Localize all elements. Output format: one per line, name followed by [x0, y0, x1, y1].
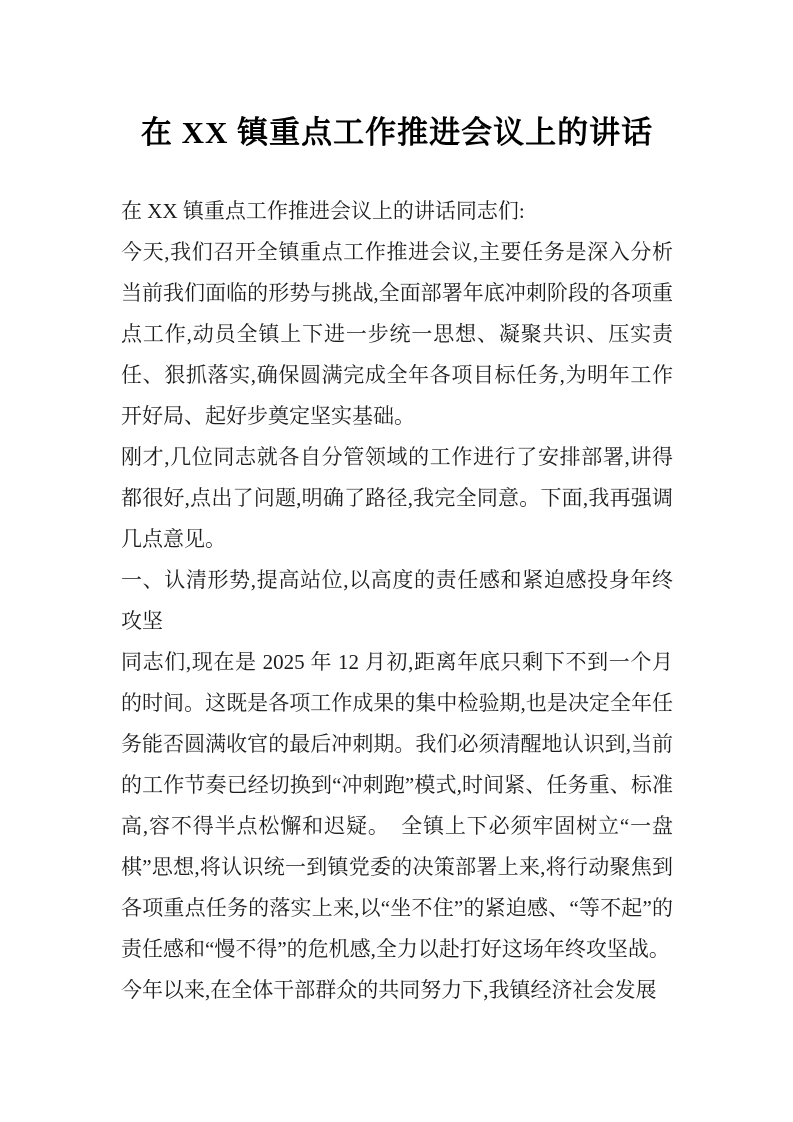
- paragraph-salutation: 在 XX 镇重点工作推进会议上的讲话同志们:: [121, 199, 525, 223]
- paragraph-opening: 今天,我们召开全镇重点工作推进会议,主要任务是深入分析当前我们面临的形势与挑战,全面部署年底冲刺阶段的各项重点工作,动员全镇上下进一步统一思想、凝聚共识、压实责任、狠抓落实,确保圆满完成全年各项目标任务,为明年工作开好局、起好步奠定坚实基础。: [121, 240, 673, 428]
- paragraph-progress-truncated: 今年以来,在全体干部群众的共同努力下,我镇经济社会发展: [121, 978, 657, 1002]
- document-title: 在 XX 镇重点工作推进会议上的讲话: [140, 115, 654, 150]
- paragraph-remarks: 刚才,几位同志就各自分管领域的工作进行了安排部署,讲得都很好,点出了问题,明确了路径,我完全同意。下面,我再强调几点意见。: [121, 445, 673, 551]
- paragraph-situation: 同志们,现在是 2025 年 12 月初,距离年底只剩下不到一个月的时间。这既是各项工作成果的集中检验期,也是决定全年任务能否圆满收官的最后冲刺期。我们必须清醒地认识到,当前的工作节奏已经切换到“冲刺跑”模式,时间紧、任务重、标准高,容不得半点松懈和迟疑。 全镇上下必须牢固树立“一盘棋”思想,将认识统一到镇党委的决策部署上来,将行动聚焦到各项重点任务的落实上来,以“坐不住”的紧迫感、“等不起”的责任感和“慢不得”的危机感,全力以赴打好这场年终攻坚战。: [121, 650, 673, 961]
- paragraph-section-heading: 一、认清形势,提高站位,以高度的责任感和紧迫感投身年终攻坚: [121, 568, 673, 633]
